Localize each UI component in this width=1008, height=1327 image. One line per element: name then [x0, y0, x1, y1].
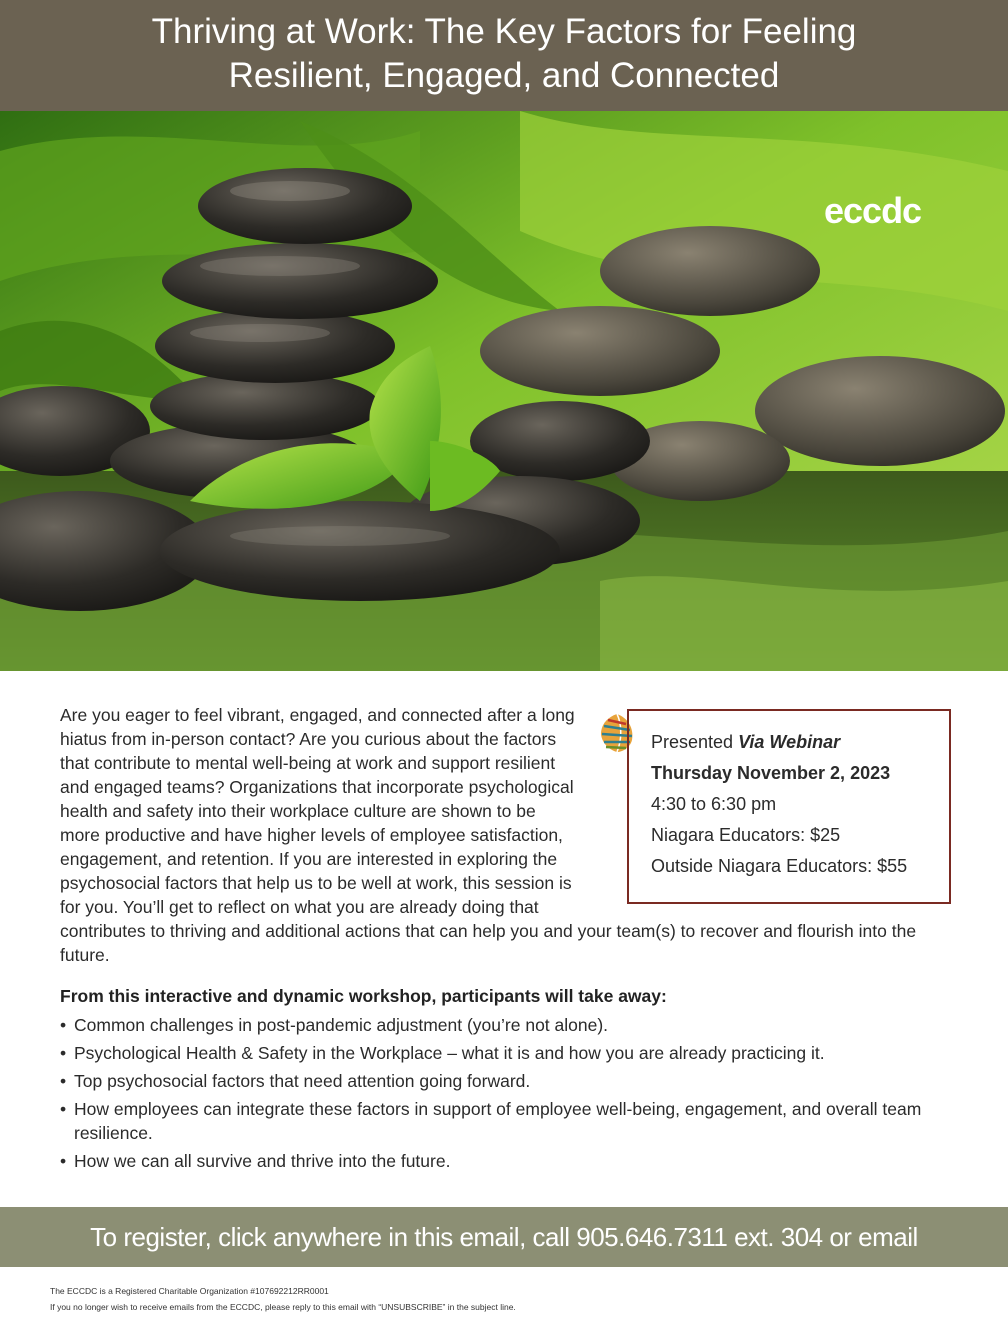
charity-notice: The ECCDC is a Registered Charitable Organization #107692212RR0001 [50, 1286, 329, 1296]
event-time: 4:30 to 6:30 pm [651, 794, 777, 814]
bullet-icon: • [60, 1071, 67, 1091]
register-banner[interactable]: To register, click anywhere in this email, call 905.646.7311 ext. 304 or email eccdc@eccdc.org [0, 1207, 1008, 1267]
list-item: • How employees can integrate these factors in support of employee well-being, engagement, and overall team resilience. [60, 1099, 922, 1143]
bullet-icon: • [60, 1099, 67, 1119]
takeaways-heading: From this interactive and dynamic workshop, participants will take away: [60, 986, 667, 1006]
intro-paragraph: Are you eager to feel vibrant, engaged, and connected after a long hiatus from in-person contact? Are you curious about the factors that contribute to mental well-being at work and support resilient and engaged teams? Organizations that incorporate psychological health and safety into their workplace culture are shown to be more productive and have higher levels of employee satisfaction, engagement, and retention. If you are interested in exploring the psychosocial factors that help us to be well at work, this session is for you. You’ll get to reflect on what you are already doing that contributes to thriving and additional actions that can help you and your team(s) to recover and flourish into the future. [60, 705, 917, 965]
list-item: • How we can all survive and thrive into the future. [60, 1151, 451, 1171]
list-item: • Common challenges in post-pandemic adjustment (you’re not alone). [60, 1015, 609, 1035]
list-item: • Top psychosocial factors that need attention going forward. [60, 1071, 531, 1091]
unsubscribe-notice: If you no longer wish to receive emails from the ECCDC, please reply to this email with “UNSUBSCRIBE” in the subject line. [50, 1302, 516, 1312]
event-date: Thursday November 2, 2023 [651, 763, 891, 783]
bullet-icon: • [60, 1015, 67, 1035]
bullet-icon: • [60, 1151, 67, 1171]
title-line-2: Resilient, Engaged, and Connected [228, 56, 780, 95]
price-niagara: Niagara Educators: $25 [651, 825, 841, 845]
eccdc-logo: eccdc [824, 190, 922, 231]
takeaways-list [60, 1013, 940, 1177]
presented-line [651, 727, 949, 758]
page-title [0, 0, 1008, 111]
event-details-box [627, 709, 951, 904]
title-line-1: Thriving at Work: The Key Factors for Feeling [151, 12, 857, 51]
footer [50, 1283, 516, 1315]
presented-label: Presented [651, 732, 734, 752]
list-item: • Psychological Health & Safety in the Workplace – what it is and how you are already practicing it. [60, 1043, 825, 1063]
presented-mode: Via Webinar [738, 732, 841, 752]
bullet-icon: • [60, 1043, 67, 1063]
price-outside: Outside Niagara Educators: $55 [651, 856, 908, 876]
